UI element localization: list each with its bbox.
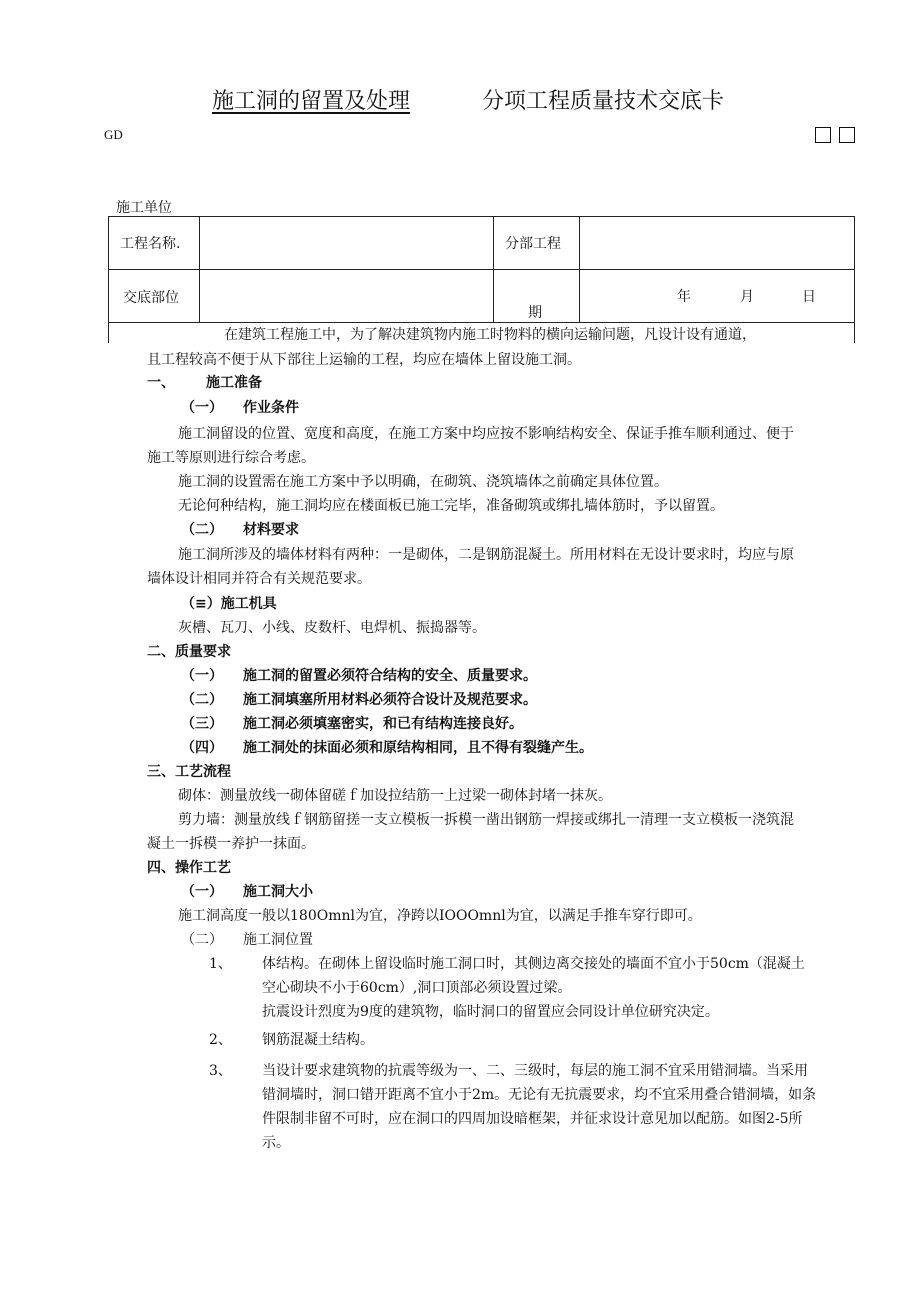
quality-item-text: 施工洞的留置必须符合结构的安全、质量要求。 (243, 668, 537, 684)
table-col-divider (199, 216, 200, 322)
para-1-2: 施工洞的设置需在施工方案中予以明确，在砌筑、浇筑墙体之前确定具体位置。 (178, 474, 668, 490)
para-1-1b: 施工等原则进行综合考虑。 (147, 450, 315, 466)
date-year: 年 (677, 289, 691, 305)
date-label: 期 (528, 305, 542, 321)
sub-project-label: 分部工程 (505, 236, 561, 252)
section-2-title: 二、质量要求 (147, 644, 231, 660)
date-month: 月 (740, 289, 754, 305)
para-1-1a: 施工洞留设的位置、宽度和高度，在施工方案中均应按不影响结构安全、保证手推车顺利通过、便于 (178, 426, 794, 442)
table-row-divider (108, 269, 855, 270)
item-2-line-a: 钢筋混凝土结构。 (262, 1032, 374, 1048)
table-border-right (854, 216, 855, 343)
para-1-3: 无论何种结构，施工洞均应在楼面板已施工完毕，准备砌筑或绑扎墙体筋时，予以留置。 (178, 498, 724, 514)
project-name-label: 工程名称. (120, 236, 181, 252)
item-1-line-b: 空心砌块不小于60cm）,洞口顶部必须设置过梁。 (262, 980, 572, 996)
construction-unit-label: 施工单位 (116, 200, 172, 216)
quality-item-text: 施工洞填塞所用材料必须符合设计及规范要求。 (243, 692, 537, 708)
item-3-line-b: 错洞墙时，洞口错开距离不宜小于2m。无论有无抗震要求，均不宜采用叠合错洞墙，如条 (262, 1087, 817, 1103)
para-1-4a: 施工洞所涉及的墙体材料有两种：一是砌体，二是钢筋混凝土。所用材料在无设计要求时，均应与原 (178, 547, 794, 563)
para-1-4b: 墙体设计相同并符合有关规范要求。 (147, 571, 371, 587)
para-1-5: 灰槽、瓦刀、小线、皮数杆、电焊机、振捣器等。 (178, 620, 486, 636)
sub-4-2-title: 施工洞位置 (243, 932, 313, 948)
process-masonry: 砌体：测量放线一砌体留磋ｆ加设拉结筋一上过梁一砌体封堵一抹灰。 (178, 788, 612, 804)
sub-1-3-title: （≡）施工机具 (181, 596, 277, 612)
item-3-line-d: 示。 (262, 1135, 290, 1151)
table-row-divider (108, 322, 855, 323)
table-col-divider (579, 216, 580, 322)
section-1-number: 一、 (147, 375, 175, 391)
quality-item-text: 施工洞必须填塞密实，和已有结构连接良好。 (243, 716, 523, 732)
sub-1-1-title: 作业条件 (243, 400, 299, 416)
doc-code: GD (104, 127, 123, 142)
date-day: 日 (802, 289, 816, 305)
process-shear-wall-a: 剪力墙：测量放线ｆ钢筋留搓一支立模板一拆模一凿出钢筋一焊接或绑扎一清理一支立模板一浇筑混 (178, 812, 794, 828)
quality-item-number: （一） (181, 668, 223, 684)
intro-line-1: 在建筑工程施工中，为了解决建筑物内施工时物料的横向运输问题，凡设计设有通道， (224, 327, 756, 343)
item-3-line-c: 件限制非留不可时，应在洞口的四周加设暗框架，并征求设计意见加以配筋。如图2-5所 (262, 1111, 803, 1127)
quality-item-number: （三） (181, 716, 223, 732)
item-3-line-a: 当设计要求建筑物的抗震等级为一、二、三级时，每层的施工洞不宜采用错洞墙。当采用 (262, 1063, 808, 1079)
item-1-line-c: 抗震设计烈度为9度的建筑物，临时洞口的留置应会同设计单位研究决定。 (262, 1004, 719, 1020)
table-border-left (108, 216, 109, 343)
quality-item-number: （二） (181, 692, 223, 708)
section-1-title: 施工准备 (206, 375, 262, 391)
doc-title-right: 分项工程质量技术交底卡 (482, 89, 725, 114)
item-2-number: 2、 (209, 1032, 232, 1048)
table-col-divider (493, 216, 494, 322)
sub-4-1-title: 施工洞大小 (243, 884, 313, 900)
info-table (108, 216, 855, 343)
checkbox-2[interactable] (839, 127, 855, 143)
quality-item-text: 施工洞处的抹面必须和原结构相同，且不得有裂缝产生。 (243, 740, 593, 756)
doc-title-left: 施工洞的留置及处理 (212, 89, 411, 114)
section-4-title: 四、操作工艺 (147, 860, 231, 876)
item-1-line-a: 体结构。在砌体上留设临时施工洞口时，其侧边离交接处的墙面不宜小于50cm（混凝土 (262, 956, 805, 972)
sub-4-1-number: （一） (181, 884, 223, 900)
table-border-top (108, 216, 855, 217)
process-shear-wall-b: 凝土一拆模一养护一抹面。 (147, 836, 315, 852)
section-3-title: 三、工艺流程 (147, 764, 231, 780)
item-1-number: 1、 (209, 956, 232, 972)
sub-4-2-number: （二） (181, 932, 223, 948)
quality-item-number: （四） (181, 740, 223, 756)
item-3-number: 3、 (209, 1063, 232, 1079)
sub-1-2-title: 材料要求 (243, 522, 299, 538)
sub-1-1-number: （一） (181, 400, 223, 416)
intro-line-2: 且工程较高不便于从下部往上运输的工程，均应在墙体上留设施工洞。 (147, 352, 581, 368)
checkbox-1[interactable] (815, 127, 831, 143)
handover-part-label: 交底部位 (123, 290, 179, 306)
sub-1-2-number: （二） (181, 522, 223, 538)
para-4-1: 施工洞高度一般以180Omnl为宜，净跨以IOOOmnl为宜，以满足手推车穿行即可。 (178, 908, 702, 924)
